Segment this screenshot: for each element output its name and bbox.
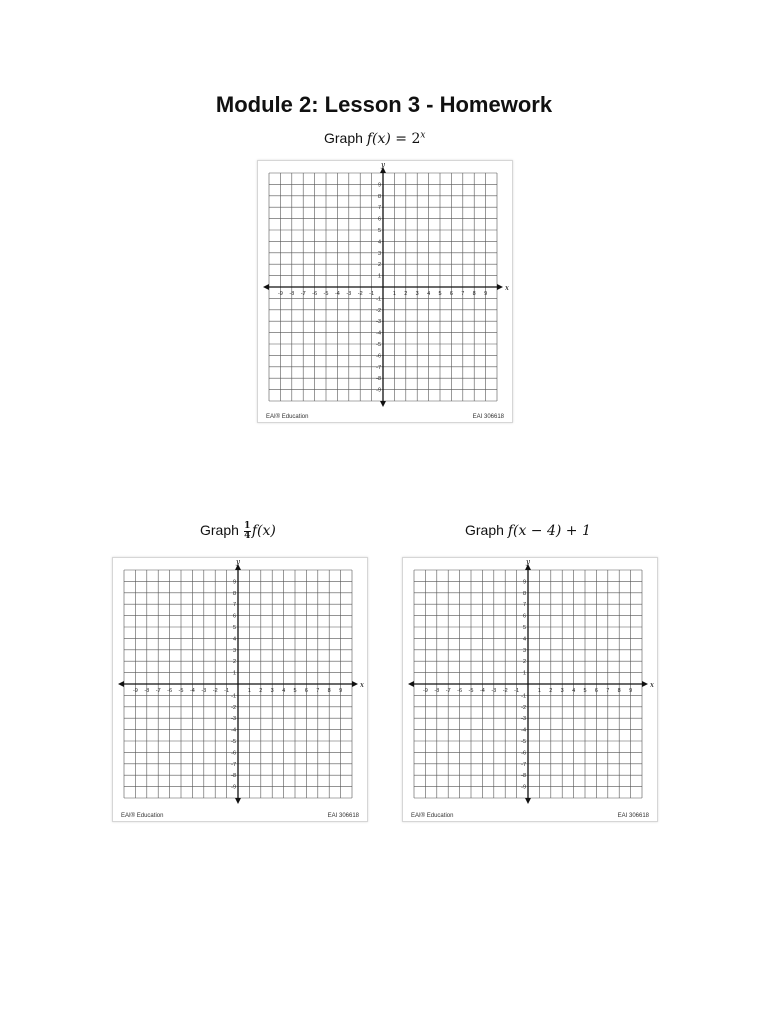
grid-svg[interactable] bbox=[113, 558, 367, 821]
y-tick-label: 5 bbox=[522, 625, 526, 631]
x-tick-label: -1 bbox=[224, 688, 230, 694]
x-axis-label: x bbox=[360, 681, 364, 689]
y-tick-label: 9 bbox=[232, 579, 236, 586]
x-tick-label: -4 bbox=[334, 291, 340, 297]
x-tick-label: -2 bbox=[212, 688, 218, 694]
x-tick-label: -9 bbox=[277, 291, 283, 297]
x-tick-label: 9 bbox=[339, 688, 343, 694]
x-tick-label: -4 bbox=[189, 688, 195, 694]
coordinate-grid-2[interactable] bbox=[112, 557, 368, 822]
x-tick-label: 8 bbox=[472, 291, 476, 297]
x-axis-arrow-left bbox=[408, 681, 414, 687]
y-tick-label: -6 bbox=[231, 750, 236, 757]
x-tick-label: -5 bbox=[468, 688, 474, 694]
y-tick-label: 5 bbox=[232, 625, 236, 631]
y-axis-arrow-down bbox=[235, 798, 241, 804]
grid-footer-left: EAI® Education bbox=[266, 414, 309, 420]
x-tick-label: -5 bbox=[178, 688, 184, 694]
x-tick-label: 2 bbox=[404, 291, 408, 297]
prompt-3 bbox=[465, 522, 591, 539]
x-tick-label: 8 bbox=[327, 688, 331, 694]
x-tick-label: -6 bbox=[167, 688, 173, 694]
y-tick-label: 8 bbox=[232, 590, 236, 597]
x-tick-label: -6 bbox=[312, 291, 318, 297]
y-tick-label: -2 bbox=[231, 704, 236, 711]
x-tick-label: 4 bbox=[572, 688, 576, 694]
y-tick-label: 5 bbox=[377, 228, 381, 234]
y-tick-label: 1 bbox=[522, 670, 526, 677]
prompt-3-lead: Graph bbox=[465, 522, 504, 538]
x-tick-label: 1 bbox=[392, 291, 396, 297]
prompt-2-fraction bbox=[244, 522, 251, 541]
y-tick-label: 1 bbox=[377, 273, 381, 280]
x-tick-label: 3 bbox=[560, 688, 564, 694]
y-tick-label: 4 bbox=[377, 239, 381, 246]
fraction-numerator: 1 bbox=[244, 521, 251, 531]
y-axis-label: y bbox=[526, 558, 530, 566]
y-tick-label: 1 bbox=[232, 670, 236, 677]
y-axis-label: y bbox=[236, 558, 240, 566]
y-tick-label: 3 bbox=[377, 250, 381, 257]
y-tick-label: 2 bbox=[232, 659, 236, 666]
x-axis-arrow-right bbox=[642, 681, 648, 687]
x-tick-label: -2 bbox=[502, 688, 508, 694]
x-axis-arrow-left bbox=[118, 681, 124, 687]
y-tick-label: -8 bbox=[521, 773, 526, 780]
x-axis-label: x bbox=[505, 284, 509, 292]
y-tick-label: -8 bbox=[231, 773, 236, 780]
prompt-1-eq: = 2 bbox=[390, 131, 421, 147]
y-tick-label: 9 bbox=[377, 182, 381, 189]
prompt-1-arg: (x) bbox=[372, 131, 391, 147]
x-tick-label: -3 bbox=[346, 291, 352, 297]
y-axis-label: y bbox=[381, 161, 385, 169]
y-tick-label: 6 bbox=[522, 613, 526, 620]
x-tick-label: 5 bbox=[583, 688, 587, 694]
y-tick-label: -8 bbox=[376, 376, 381, 383]
x-tick-label: -6 bbox=[457, 688, 463, 694]
prompt-2 bbox=[200, 522, 276, 541]
y-tick-label: -5 bbox=[521, 739, 526, 745]
x-axis-arrow-right bbox=[497, 284, 503, 290]
y-tick-label: -9 bbox=[521, 784, 526, 791]
prompt-3-arg: (x − 4) + 1 bbox=[513, 523, 591, 539]
x-tick-label: 7 bbox=[461, 291, 465, 297]
grid-footer-left: EAI® Education bbox=[411, 813, 454, 819]
y-axis-arrow-down bbox=[525, 798, 531, 804]
x-tick-label: -9 bbox=[132, 688, 138, 694]
prompt-2-func: f bbox=[251, 523, 257, 540]
y-tick-label: 7 bbox=[232, 602, 236, 609]
x-tick-label: 8 bbox=[617, 688, 621, 694]
prompt-1-func: f bbox=[366, 131, 372, 147]
grid-svg[interactable] bbox=[258, 161, 512, 422]
x-axis-label: x bbox=[650, 681, 654, 689]
y-tick-label: 3 bbox=[232, 647, 236, 654]
coordinate-grid-1[interactable] bbox=[257, 160, 513, 423]
y-tick-label: 6 bbox=[377, 216, 381, 223]
x-tick-label: 9 bbox=[484, 291, 488, 297]
y-tick-label: 9 bbox=[522, 579, 526, 586]
page-title: Module 2: Lesson 3 - Homework bbox=[215, 92, 553, 117]
y-tick-label: -9 bbox=[376, 387, 381, 394]
x-tick-label: -5 bbox=[323, 291, 329, 297]
x-tick-label: 4 bbox=[427, 291, 431, 297]
x-tick-label: -7 bbox=[155, 688, 161, 694]
x-tick-label: -7 bbox=[445, 688, 451, 694]
y-tick-label: 4 bbox=[522, 636, 526, 643]
x-tick-label: 5 bbox=[293, 688, 297, 694]
y-tick-label: -4 bbox=[521, 727, 526, 734]
x-tick-label: 4 bbox=[282, 688, 286, 694]
x-tick-label: 3 bbox=[415, 291, 419, 297]
y-tick-label: -2 bbox=[521, 704, 526, 711]
x-tick-label: -4 bbox=[479, 688, 485, 694]
x-tick-label: 7 bbox=[316, 688, 320, 694]
y-axis-arrow-down bbox=[380, 401, 386, 407]
y-tick-label: -2 bbox=[376, 307, 381, 314]
x-axis-arrow-left bbox=[263, 284, 269, 290]
x-tick-label: -3 bbox=[491, 688, 497, 694]
x-axis-arrow-right bbox=[352, 681, 358, 687]
x-tick-label: 6 bbox=[594, 688, 598, 694]
y-tick-label: -7 bbox=[376, 364, 381, 371]
x-tick-label: 7 bbox=[606, 688, 610, 694]
y-tick-label: 3 bbox=[522, 647, 526, 654]
y-tick-label: -7 bbox=[231, 761, 236, 768]
y-tick-label: -1 bbox=[521, 693, 526, 700]
x-tick-label: -3 bbox=[201, 688, 207, 694]
grid-footer-right: EAI 306618 bbox=[617, 813, 649, 819]
grid-footer-right: EAI 306618 bbox=[472, 414, 504, 420]
x-tick-label: 6 bbox=[304, 688, 308, 694]
grid-footer-left: EAI® Education bbox=[121, 813, 164, 819]
grid-footer-right: EAI 306618 bbox=[327, 813, 359, 819]
y-tick-label: 2 bbox=[522, 659, 526, 666]
x-tick-label: 2 bbox=[549, 688, 553, 694]
prompt-2-arg: (x) bbox=[257, 523, 276, 540]
y-tick-label: -5 bbox=[231, 739, 236, 745]
y-tick-label: -4 bbox=[231, 727, 236, 734]
y-tick-label: 8 bbox=[522, 590, 526, 597]
y-tick-label: 2 bbox=[377, 262, 381, 269]
prompt-3-func: f bbox=[507, 523, 513, 539]
prompt-1 bbox=[324, 130, 425, 147]
y-tick-label: -1 bbox=[231, 693, 236, 700]
x-tick-label: -8 bbox=[289, 291, 295, 297]
y-tick-label: -1 bbox=[376, 296, 381, 303]
x-tick-label: 9 bbox=[629, 688, 633, 694]
x-tick-label: 2 bbox=[259, 688, 263, 694]
x-tick-label: 5 bbox=[438, 291, 442, 297]
prompt-1-exponent: x bbox=[420, 130, 426, 141]
y-tick-label: 4 bbox=[232, 636, 236, 643]
x-tick-label: -7 bbox=[300, 291, 306, 297]
fraction-denominator: 4 bbox=[244, 531, 251, 541]
y-tick-label: -4 bbox=[376, 330, 381, 337]
x-tick-label: -1 bbox=[369, 291, 375, 297]
x-tick-label: -8 bbox=[434, 688, 440, 694]
x-tick-label: -1 bbox=[514, 688, 520, 694]
prompt-2-lead: Graph bbox=[200, 522, 239, 539]
x-tick-label: 3 bbox=[270, 688, 274, 694]
prompt-1-lead: Graph bbox=[324, 130, 363, 146]
y-tick-label: 6 bbox=[232, 613, 236, 620]
y-tick-label: -9 bbox=[231, 784, 236, 791]
x-tick-label: -2 bbox=[357, 291, 363, 297]
y-tick-label: -7 bbox=[521, 761, 526, 768]
grid-svg[interactable] bbox=[403, 558, 657, 821]
y-tick-label: -3 bbox=[231, 716, 236, 723]
y-tick-label: 8 bbox=[377, 193, 381, 200]
x-tick-label: 1 bbox=[247, 688, 251, 694]
y-tick-label: 7 bbox=[522, 602, 526, 609]
x-tick-label: -8 bbox=[144, 688, 150, 694]
y-tick-label: -3 bbox=[376, 319, 381, 326]
y-tick-label: -6 bbox=[376, 353, 381, 360]
x-tick-label: 1 bbox=[537, 688, 541, 694]
y-tick-label: -6 bbox=[521, 750, 526, 757]
y-tick-label: -3 bbox=[521, 716, 526, 723]
y-tick-label: -5 bbox=[376, 342, 381, 348]
coordinate-grid-3[interactable] bbox=[402, 557, 658, 822]
x-tick-label: 6 bbox=[449, 291, 453, 297]
x-tick-label: -9 bbox=[422, 688, 428, 694]
y-tick-label: 7 bbox=[377, 205, 381, 212]
